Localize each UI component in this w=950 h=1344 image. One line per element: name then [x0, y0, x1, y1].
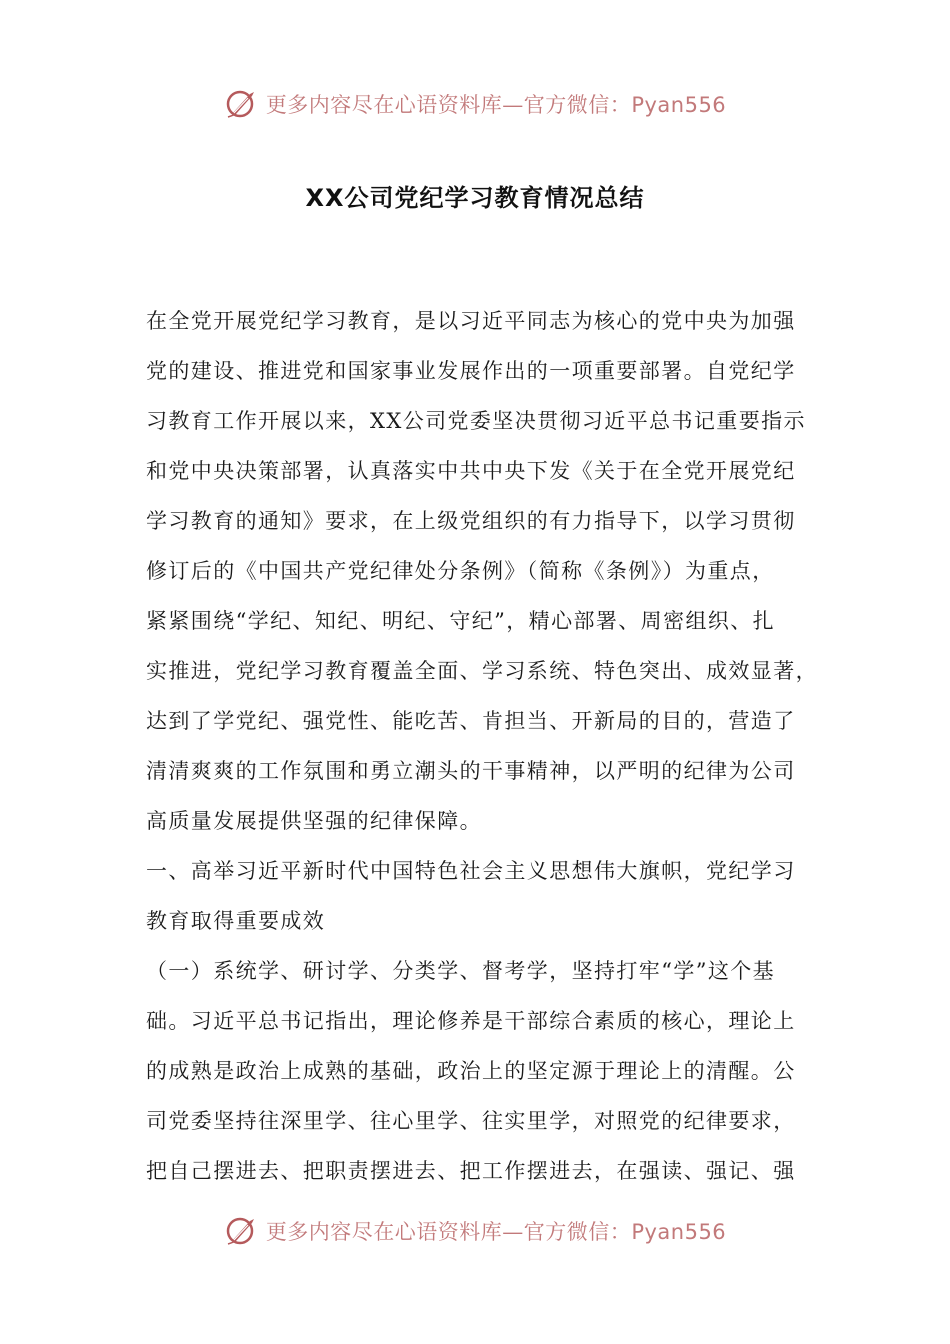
body-line: 实推进，党纪学习教育覆盖全面、学习系统、特色突出、成效显著，: [146, 659, 818, 683]
body-line: 达到了学党纪、强党性、能吃苦、肯担当、开新局的目的，营造了: [146, 709, 796, 733]
wechat-id: Pyan556: [631, 93, 727, 117]
body-line: 高质量发展提供坚强的纪律保障。: [146, 809, 482, 833]
document-title: XX公司党纪学习教育情况总结: [305, 184, 645, 212]
body-line: 的成熟是政治上成熟的基础，政治上的坚定源于理论上的清醒。公: [146, 1059, 796, 1083]
body-line: （一）系统学、研讨学、分类学、督考学，坚持打牢“学”这个基: [146, 959, 776, 983]
footer-banner: [0, 1207, 950, 1255]
body-line: 一、高举习近平新时代中国特色社会主义思想伟大旗帜，党纪学习: [146, 859, 796, 883]
body-line: 司党委坚持往深里学、往心里学、往实里学，对照党的纪律要求，: [146, 1109, 796, 1133]
wechat-id: Pyan556: [631, 1220, 727, 1244]
body-line: 和党中央决策部署，认真落实中共中央下发《关于在全党开展党纪: [146, 459, 796, 483]
body-line: 紧紧围绕“学纪、知纪、明纪、守纪”，精心部署、周密组织、扎: [146, 609, 776, 633]
body-line: 习教育工作开展以来，XX公司党委坚决贯彻习近平总书记重要指示: [146, 409, 806, 433]
banner-text: 更多内容尽在心语资料库—官方微信：Pyan556: [265, 93, 727, 117]
banner-text: 更多内容尽在心语资料库—官方微信：Pyan556: [265, 1220, 727, 1244]
body-line: 学习教育的通知》要求，在上级党组织的有力指导下，以学习贯彻: [146, 509, 796, 533]
quill-pen-logo-icon: [224, 1213, 260, 1249]
body-line: 础。习近平总书记指出，理论修养是干部综合素质的核心，理论上: [146, 1009, 796, 1033]
body-line: 党的建设、推进党和国家事业发展作出的一项重要部署。自党纪学: [146, 359, 796, 383]
body-line: 清清爽爽的工作氛围和勇立潮头的干事精神，以严明的纪律为公司: [146, 759, 796, 783]
document-body: [146, 296, 836, 1196]
body-line: 修订后的《中国共产党纪律处分条例》（简称《条例》）为重点，: [146, 559, 775, 583]
header-banner: [0, 80, 950, 128]
body-line: 教育取得重要成效: [146, 909, 326, 933]
body-line: 在全党开展党纪学习教育，是以习近平同志为核心的党中央为加强: [146, 309, 796, 333]
quill-pen-logo-icon: [224, 86, 260, 122]
body-line: 把自己摆进去、把职责摆进去、把工作摆进去，在强读、强记、强: [146, 1159, 796, 1183]
